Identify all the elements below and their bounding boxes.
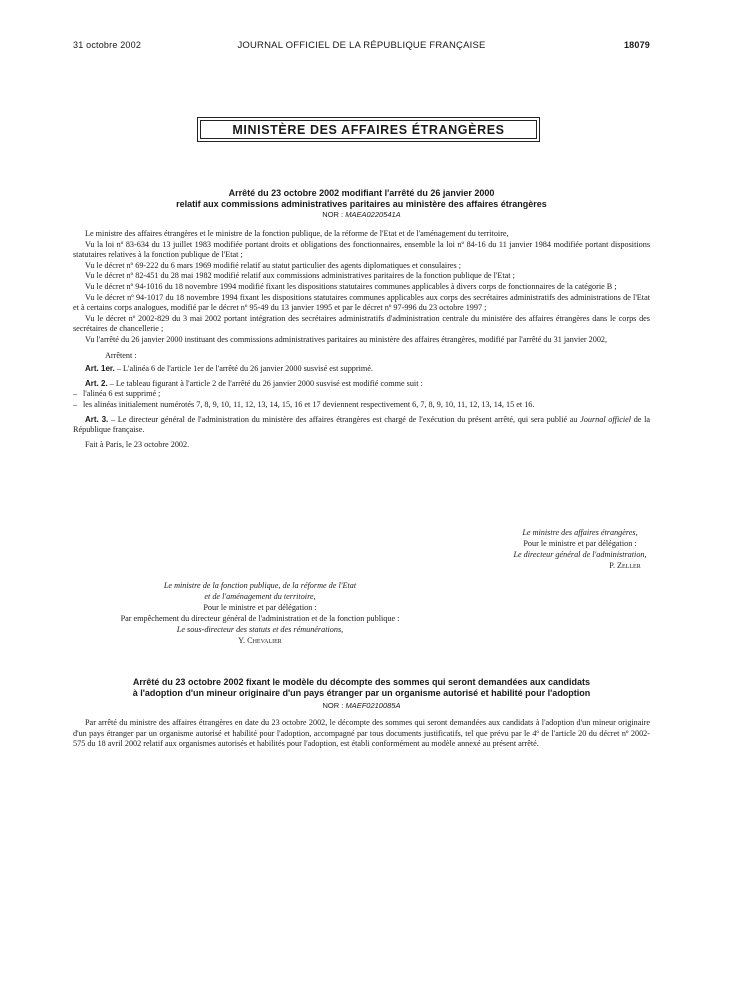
arrete1-nor-label: NOR : bbox=[322, 210, 346, 219]
article-2-item: – les alinéas initialement numérotés 7, 8, 9, 10, 11, 12, 13, 14, 15, 16 et 17 deviennent respectivement 6, 7, 8, 9, 10, 11, 12, 13, 14, 15 et 16. bbox=[73, 400, 650, 411]
sig1-line1: Le ministre des affaires étrangères, bbox=[522, 528, 638, 537]
visa-paragraph: Vu la loi nº 83-634 du 13 juillet 1983 modifiée portant droits et obligations des fonctionnaires, ensemble la loi nº 84-16 du 11 janvier 1984 modifiée portant dispositions statutaires relatives à la fonction publique de l'Etat ; bbox=[73, 239, 650, 260]
signature-block-2 bbox=[60, 580, 460, 646]
arrete2-nor-code: MAEF0210085A bbox=[345, 701, 401, 710]
article-3-journal-officiel: Journal officiel bbox=[580, 414, 632, 424]
article-1-text: – L'alinéa 6 de l'article 1er de l'arrêté du 26 janvier 2000 susvisé est supprimé. bbox=[114, 364, 373, 374]
article-2-label: Art. 2. bbox=[85, 378, 108, 388]
fait-a-paris: Fait à Paris, le 23 octobre 2002. bbox=[85, 439, 190, 449]
arrete2-paragraph: Par arrêté du ministre des affaires étrangères en date du 23 octobre 2002, le décompte des sommes qui seront demandées aux candidats à l'adoption d'un mineur originaire d'un pays étranger par un organisme autorisé et habilité pour l'adoption, accompagné par tous documents justificatifs, tel que prévu par le 4º de l'article 20 du décret nº 2002-575 du 18 avril 2002 relatif aux organismes autorisés et habilités pour l'adoption, est établi conformément au modèle annexé au présent arrêté. bbox=[73, 718, 650, 749]
sig2-line5: Le sous-directeur des statuts et des rémunérations, bbox=[176, 625, 344, 634]
arrete1-title-line2: relatif aux commissions administratives paritaires au ministère des affaires étrangères bbox=[176, 199, 547, 209]
arrete2-nor bbox=[73, 701, 650, 711]
ministry-title: MINISTÈRE DES AFFAIRES ÉTRANGÈRES bbox=[200, 120, 537, 139]
arrete1-title-line1: Arrêté du 23 octobre 2002 modifiant l'arrêté du 26 janvier 2000 bbox=[228, 188, 495, 198]
arrete1-nor bbox=[73, 210, 650, 220]
ministry-box bbox=[197, 117, 540, 142]
article-3 bbox=[73, 415, 650, 436]
arrete2-body bbox=[73, 718, 650, 750]
arrete1-body bbox=[73, 229, 650, 450]
sig2-line1: Le ministre de la fonction publique, de la réforme de l'Etat bbox=[163, 581, 357, 590]
arrete2-title-line2: à l'adoption d'un mineur originaire d'un pays étranger par un organisme autorisé et habilité pour l'adoption bbox=[132, 688, 591, 698]
sig1-line3: Le directeur général de l'administration, bbox=[513, 550, 647, 559]
sig2-name: Y. Chevalier bbox=[238, 636, 282, 645]
arretent-line: Arrêtent : bbox=[105, 350, 137, 360]
sig2-line4: Par empêchement du directeur général de l'administration et de la fonction publique : bbox=[120, 614, 400, 623]
visa-paragraph: Vu l'arrêté du 26 janvier 2000 instituant des commissions administratives paritaires au ministère des affaires étrangères, modifié par l'arrêté du 31 janvier 2002, bbox=[85, 334, 608, 344]
header-date: 31 octobre 2002 bbox=[73, 40, 142, 50]
sig1-name: P. Zeller bbox=[609, 561, 641, 570]
arrete2-title-line1: Arrêté du 23 octobre 2002 fixant le modèle du décompte des sommes qui seront demandées aux candidats bbox=[132, 677, 591, 687]
running-header bbox=[73, 40, 650, 54]
visa-paragraph: Vu le décret nº 2002-829 du 3 mai 2002 portant intégration des secrétaires administratifs d'administration centrale du ministère des affaires étrangères dans le corps des secrétaires de chancellerie ; bbox=[73, 313, 650, 334]
header-page-number: 18079 bbox=[623, 40, 650, 50]
header-journal-title: JOURNAL OFFICIEL DE LA RÉPUBLIQUE FRANÇAISE bbox=[237, 40, 486, 51]
article-2-text: – Le tableau figurant à l'article 2 de l'arrêté du 26 janvier 2000 susvisé est modifié comme suit : bbox=[107, 378, 423, 388]
visa-paragraph: Vu le décret nº 94-1017 du 18 novembre 1994 fixant les dispositions statutaires communes applicables aux corps des secrétaires administratifs des administrations de l'Etat et à certains corps analogues, modifié par le décret nº 95-49 du 13 janvier 1995 et par le décret nº 97-996 du 23 octobre 1997 ; bbox=[73, 292, 650, 313]
article-2-item: – l'alinéa 6 est supprimé ; bbox=[73, 389, 650, 400]
article-1 bbox=[73, 364, 650, 375]
sig1-line2: Pour le ministre et par délégation : bbox=[523, 539, 637, 548]
arrete1-title bbox=[73, 188, 650, 210]
arrete2-title bbox=[73, 677, 650, 699]
signature-block-1 bbox=[480, 527, 680, 571]
article-3-text-b: de la République française. bbox=[73, 414, 651, 435]
article-1-label: Art. 1er. bbox=[85, 364, 115, 374]
article-3-label: Art. 3. bbox=[85, 414, 109, 424]
article-3-text-a: – Le directeur général de l'administration du ministère des affaires étrangères est chargé de l'exécution du présent arrêté, qui sera publié au bbox=[108, 414, 581, 424]
arrete1-nor-code: MAEA0220541A bbox=[345, 210, 401, 219]
visa-paragraph: Le ministre des affaires étrangères et le ministre de la fonction publique, de la réforme de l'Etat et de l'aménagement du territoire, bbox=[85, 229, 509, 238]
article-2 bbox=[73, 379, 650, 390]
arrete2-nor-label: NOR : bbox=[322, 701, 346, 710]
sig2-line2: et de l'aménagement du territoire, bbox=[204, 592, 316, 601]
visa-paragraph: Vu le décret nº 82-451 du 28 mai 1982 modifié relatif aux commissions administratives paritaires de la fonction publique de l'Etat ; bbox=[85, 271, 515, 281]
sig2-line3: Pour le ministre et par délégation : bbox=[203, 603, 317, 612]
visa-paragraph: Vu le décret nº 69-222 du 6 mars 1969 modifié relatif au statut particulier des agents diplomatiques et consulaires ; bbox=[85, 260, 462, 270]
visa-paragraph: Vu le décret nº 94-1016 du 18 novembre 1994 modifié fixant les dispositions statutaires communes applicables à divers corps de fonctionnaires de la catégorie B ; bbox=[85, 281, 617, 291]
